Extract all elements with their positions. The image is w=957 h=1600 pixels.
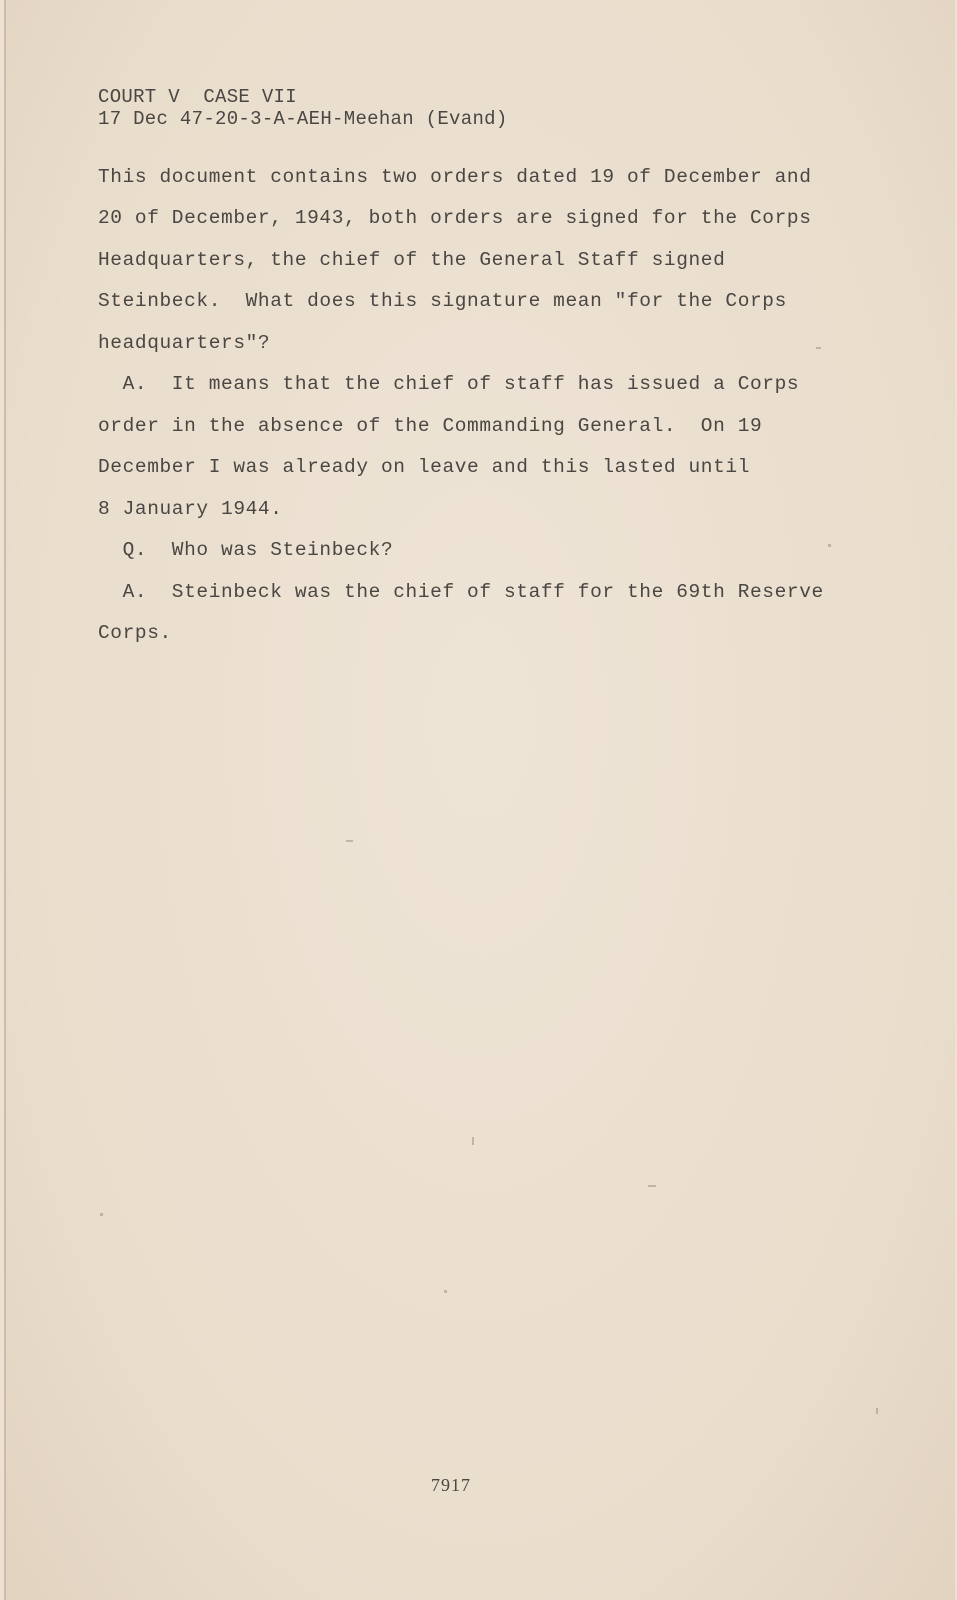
answer-line: A. It means that the chief of staff has issued a Corps xyxy=(98,373,800,395)
body-line: order in the absence of the Commanding General. On 19 xyxy=(98,415,763,437)
page-number: 7917 xyxy=(431,1475,471,1495)
paper-fleck xyxy=(816,347,821,349)
body-line: This document contains two orders dated 19 of December and xyxy=(98,166,812,188)
body-line: Headquarters, the chief of the General Staff signed xyxy=(98,249,726,271)
paper-fleck xyxy=(828,544,831,547)
paper-fleck xyxy=(100,1213,103,1216)
body-line: Steinbeck. What does this signature mean "for the Corps xyxy=(98,290,787,312)
paper-fleck xyxy=(876,1408,878,1414)
transcript-reference-line: 17 Dec 47-20-3-A-AEH-Meehan (Evand) xyxy=(98,108,508,130)
paper-fleck xyxy=(472,1137,474,1145)
body-line: December I was already on leave and this lasted until xyxy=(98,456,751,478)
document-header xyxy=(98,86,508,130)
paper-fleck xyxy=(346,840,353,842)
body-line: Corps. xyxy=(98,622,172,644)
body-line: 8 January 1944. xyxy=(98,498,283,520)
paper-fleck xyxy=(648,1185,656,1187)
document-page xyxy=(4,0,955,1600)
body-line: 20 of December, 1943, both orders are signed for the Corps xyxy=(98,207,812,229)
paper-fleck xyxy=(444,1290,447,1293)
question-line: Q. Who was Steinbeck? xyxy=(98,539,394,561)
answer-line: A. Steinbeck was the chief of staff for the 69th Reserve xyxy=(98,581,824,603)
court-case-line: COURT V CASE VII xyxy=(98,86,297,108)
body-line: headquarters"? xyxy=(98,332,271,354)
